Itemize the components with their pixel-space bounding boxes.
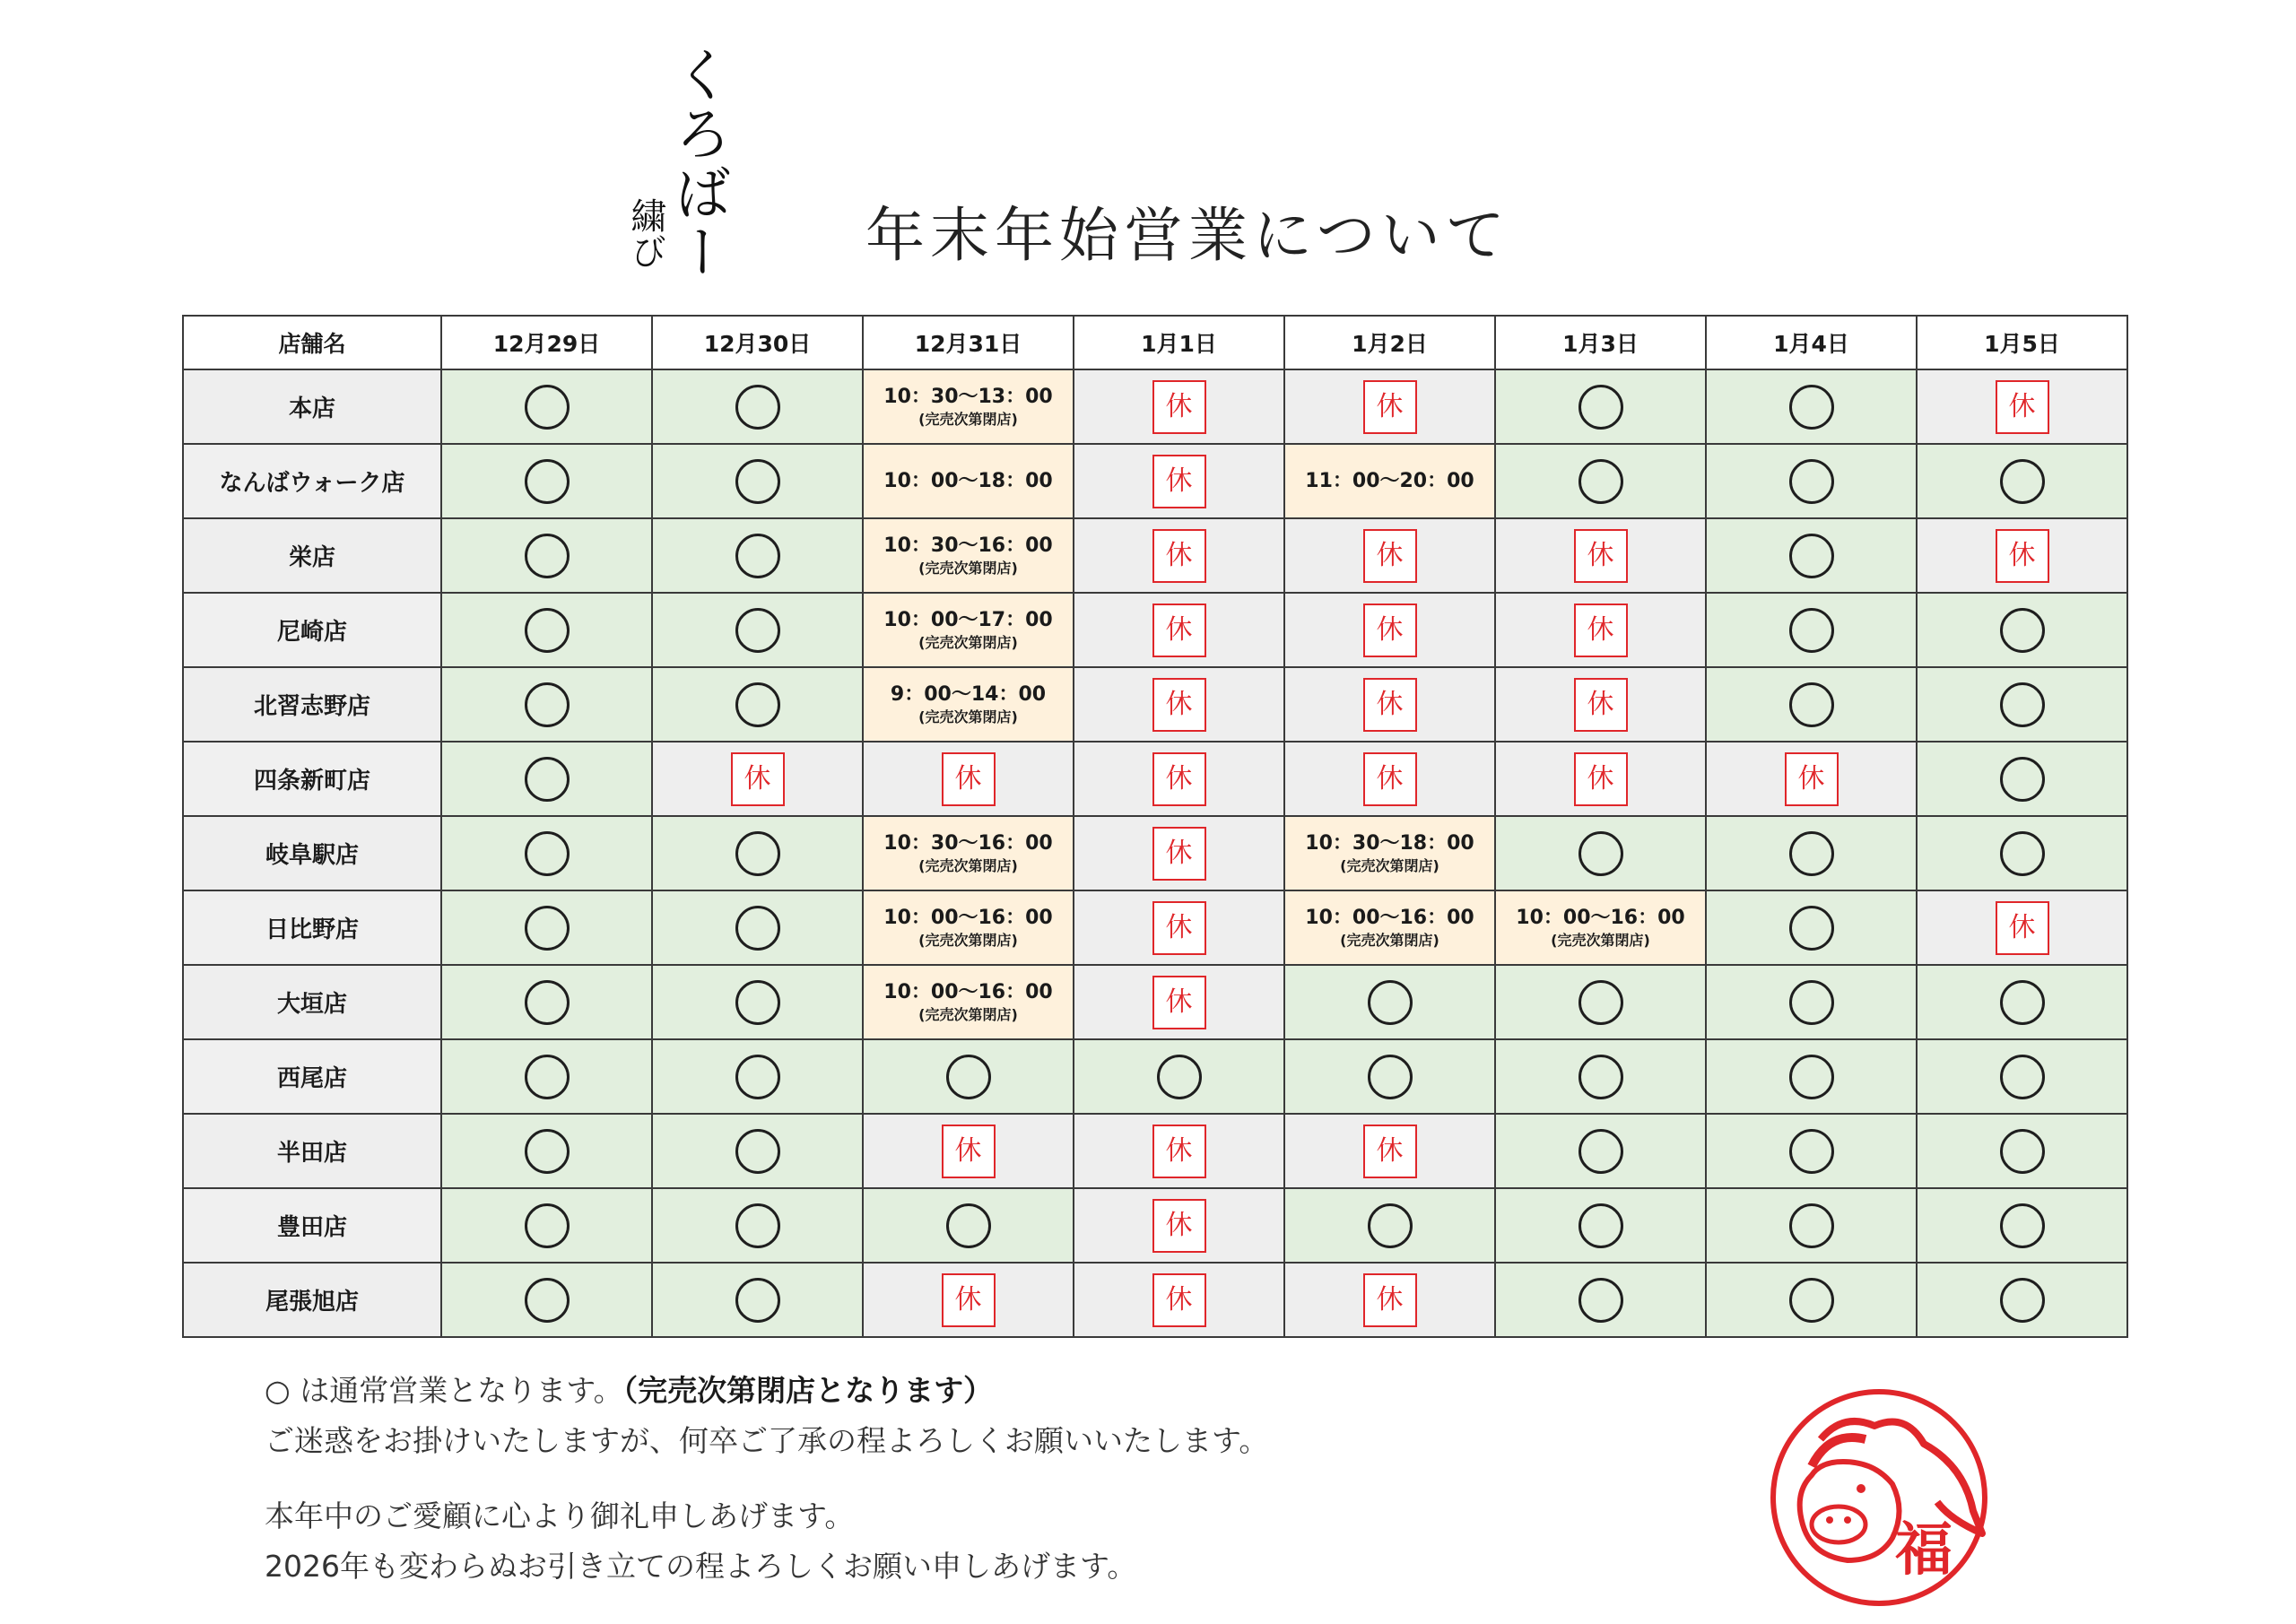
cell-open — [652, 1114, 863, 1188]
store-name: 栄店 — [183, 518, 441, 593]
open-circle-icon — [525, 1203, 570, 1248]
cell-closed — [1074, 890, 1284, 965]
store-name: 西尾店 — [183, 1039, 441, 1114]
cell-closed — [1074, 369, 1284, 444]
note-new-year: 2026年も変わらぬお引き立ての程よろしくお願い申しあげます。 — [265, 1549, 1137, 1584]
cell-open — [1284, 1039, 1495, 1114]
cell-open — [1706, 444, 1917, 518]
cell-closed — [1074, 1188, 1284, 1263]
cell-closed — [1495, 667, 1706, 742]
hours-note: (完売次第閉店) — [918, 559, 1018, 577]
closed-badge: 休 — [731, 752, 785, 806]
cell-open — [652, 890, 863, 965]
open-circle-icon — [525, 682, 570, 727]
open-circle-icon — [2000, 1203, 2045, 1248]
closed-badge: 休 — [1152, 678, 1206, 732]
cell-open — [1495, 1263, 1706, 1337]
closed-badge: 休 — [1152, 901, 1206, 955]
note-legend-strong: （完売次第閉店となります） — [622, 1373, 994, 1408]
table-row — [183, 518, 2127, 593]
cell-open — [1706, 1114, 1917, 1188]
open-circle-icon — [735, 980, 780, 1025]
store-name: なんばウォーク店 — [183, 444, 441, 518]
cell-hours — [863, 444, 1074, 518]
closed-badge: 休 — [1574, 604, 1628, 657]
cell-open — [1495, 369, 1706, 444]
open-circle-icon — [1578, 1055, 1623, 1099]
store-name: 日比野店 — [183, 890, 441, 965]
cell-closed — [1284, 369, 1495, 444]
cell-closed — [863, 1114, 1074, 1188]
cell-open — [1706, 1039, 1917, 1114]
cell-closed — [1074, 965, 1284, 1039]
cell-open — [652, 593, 863, 667]
cell-closed — [1917, 369, 2127, 444]
cell-hours — [1284, 444, 1495, 518]
cell-open — [441, 1039, 652, 1114]
open-circle-icon — [1578, 831, 1623, 876]
table-row — [183, 444, 2127, 518]
note-legend — [265, 1368, 993, 1410]
holiday-schedule-table — [182, 315, 2128, 1338]
hours-note: (完売次第閉店) — [1340, 856, 1439, 874]
table-row — [183, 1114, 2127, 1188]
cell-closed — [1284, 593, 1495, 667]
closed-badge: 休 — [1152, 455, 1206, 508]
open-circle-icon — [1368, 1203, 1413, 1248]
cell-open — [1284, 965, 1495, 1039]
closed-badge: 休 — [1363, 1273, 1417, 1327]
cell-hours — [863, 593, 1074, 667]
open-circle-icon — [735, 608, 780, 653]
store-name: 半田店 — [183, 1114, 441, 1188]
open-circle-icon — [2000, 1129, 2045, 1174]
table-header-row — [183, 316, 2127, 369]
cell-open — [1495, 965, 1706, 1039]
page-title: 年末年始営業について — [865, 201, 1510, 271]
header-date: 12月29日 — [441, 316, 652, 369]
cell-closed — [1284, 742, 1495, 816]
header-date: 1月3日 — [1495, 316, 1706, 369]
closed-badge: 休 — [1574, 529, 1628, 583]
cell-closed — [1495, 518, 1706, 593]
cell-open — [1917, 1039, 2127, 1114]
table-row — [183, 965, 2127, 1039]
open-circle-icon — [2000, 1055, 2045, 1099]
cell-open — [652, 667, 863, 742]
hours-note: (完売次第閉店) — [1551, 931, 1650, 949]
open-circle-icon — [1789, 608, 1834, 653]
note-legend-text: ○ は通常営業となります。 — [265, 1373, 623, 1408]
cell-open — [441, 667, 652, 742]
hours-text: 11：00〜20：00 — [1305, 469, 1474, 492]
cell-hours — [863, 816, 1074, 890]
cell-open — [1917, 1263, 2127, 1337]
table-row — [183, 1039, 2127, 1114]
cell-closed — [1706, 742, 1917, 816]
open-circle-icon — [1789, 1203, 1834, 1248]
cell-open — [1706, 667, 1917, 742]
cell-open — [441, 816, 652, 890]
open-circle-icon — [735, 1278, 780, 1323]
open-circle-icon — [525, 980, 570, 1025]
open-circle-icon — [946, 1055, 991, 1099]
open-circle-icon — [735, 534, 780, 578]
open-circle-icon — [735, 906, 780, 951]
hours-text: 10：30〜13：00 — [883, 385, 1053, 408]
open-circle-icon — [1789, 385, 1834, 430]
cell-open — [441, 444, 652, 518]
open-circle-icon — [1789, 534, 1834, 578]
closed-badge: 休 — [942, 1273, 996, 1327]
open-circle-icon — [735, 1203, 780, 1248]
cell-hours — [1284, 816, 1495, 890]
cell-open — [441, 965, 652, 1039]
cell-open — [441, 369, 652, 444]
closed-badge: 休 — [1996, 380, 2049, 434]
hours-note: (完売次第閉店) — [918, 856, 1018, 874]
open-circle-icon — [1789, 1278, 1834, 1323]
cell-open — [441, 742, 652, 816]
cell-open — [1917, 1114, 2127, 1188]
cell-closed — [1074, 742, 1284, 816]
open-circle-icon — [735, 385, 780, 430]
store-name: 四条新町店 — [183, 742, 441, 816]
open-circle-icon — [735, 682, 780, 727]
cell-open — [652, 816, 863, 890]
cell-closed — [1917, 890, 2127, 965]
header-date: 1月1日 — [1074, 316, 1284, 369]
open-circle-icon — [1578, 1129, 1623, 1174]
open-circle-icon — [1789, 459, 1834, 504]
cell-closed — [863, 1263, 1074, 1337]
hours-note: (完売次第閉店) — [918, 410, 1018, 428]
store-name: 本店 — [183, 369, 441, 444]
hours-text: 10：00〜16：00 — [1516, 906, 1685, 929]
open-circle-icon — [525, 1278, 570, 1323]
hours-text: 10：00〜16：00 — [883, 906, 1053, 929]
cell-open — [1917, 1188, 2127, 1263]
cell-closed — [1284, 1263, 1495, 1337]
cell-hours — [1284, 890, 1495, 965]
store-name: 北習志野店 — [183, 667, 441, 742]
hours-note: (完売次第閉店) — [918, 931, 1018, 949]
closed-badge: 休 — [1363, 752, 1417, 806]
table-body — [183, 369, 2127, 1337]
open-circle-icon — [2000, 608, 2045, 653]
table-row — [183, 742, 2127, 816]
cell-hours — [863, 890, 1074, 965]
open-circle-icon — [1789, 906, 1834, 951]
logo-subtext: 繍び — [625, 197, 666, 269]
cell-open — [1706, 890, 1917, 965]
cell-open — [1917, 593, 2127, 667]
cell-open — [1706, 1188, 1917, 1263]
closed-badge: 休 — [1996, 529, 2049, 583]
hours-text: 10：00〜16：00 — [1305, 906, 1474, 929]
closed-badge: 休 — [1152, 1273, 1206, 1327]
open-circle-icon — [525, 385, 570, 430]
store-name: 大垣店 — [183, 965, 441, 1039]
open-circle-icon — [946, 1203, 991, 1248]
closed-badge: 休 — [1152, 1125, 1206, 1178]
open-circle-icon — [2000, 1278, 2045, 1323]
cell-open — [1917, 816, 2127, 890]
cell-closed — [1917, 518, 2127, 593]
header-date: 1月2日 — [1284, 316, 1495, 369]
cell-closed — [1074, 1263, 1284, 1337]
closed-badge: 休 — [1574, 752, 1628, 806]
table-row — [183, 593, 2127, 667]
header-date: 1月4日 — [1706, 316, 1917, 369]
open-circle-icon — [2000, 980, 2045, 1025]
cell-closed — [1074, 593, 1284, 667]
table-row — [183, 1263, 2127, 1337]
cell-hours — [863, 369, 1074, 444]
header-date: 1月5日 — [1917, 316, 2127, 369]
closed-badge: 休 — [1152, 976, 1206, 1029]
closed-badge: 休 — [1152, 827, 1206, 881]
table-row — [183, 667, 2127, 742]
cell-closed — [652, 742, 863, 816]
open-circle-icon — [525, 459, 570, 504]
cell-open — [863, 1039, 1074, 1114]
open-circle-icon — [525, 831, 570, 876]
closed-badge: 休 — [1363, 529, 1417, 583]
closed-badge: 休 — [1152, 752, 1206, 806]
open-circle-icon — [525, 608, 570, 653]
closed-badge: 休 — [1996, 901, 2049, 955]
note-apology: ご迷惑をお掛けいたしますが、何卒ご了承の程よろしくお願いいたします。 — [265, 1423, 1269, 1458]
cell-open — [1917, 667, 2127, 742]
closed-badge: 休 — [1152, 604, 1206, 657]
cell-open — [1917, 965, 2127, 1039]
cell-closed — [1074, 518, 1284, 593]
header-date: 12月30日 — [652, 316, 863, 369]
cell-open — [1495, 1039, 1706, 1114]
header-date: 12月31日 — [863, 316, 1074, 369]
open-circle-icon — [525, 1129, 570, 1174]
open-circle-icon — [2000, 682, 2045, 727]
cell-closed — [1495, 742, 1706, 816]
cell-open — [1706, 965, 1917, 1039]
open-circle-icon — [1789, 682, 1834, 727]
hours-note: (完売次第閉店) — [918, 708, 1018, 725]
open-circle-icon — [525, 534, 570, 578]
cell-closed — [1284, 518, 1495, 593]
cell-open — [1495, 444, 1706, 518]
closed-badge: 休 — [942, 752, 996, 806]
cell-open — [441, 518, 652, 593]
cell-hours — [863, 965, 1074, 1039]
cell-closed — [1074, 444, 1284, 518]
cell-hours — [1495, 890, 1706, 965]
cell-open — [652, 965, 863, 1039]
open-circle-icon — [1578, 459, 1623, 504]
closed-badge: 休 — [1785, 752, 1839, 806]
open-circle-icon — [1789, 980, 1834, 1025]
open-circle-icon — [735, 459, 780, 504]
store-name: 岐阜駅店 — [183, 816, 441, 890]
cell-closed — [1074, 1114, 1284, 1188]
cell-open — [863, 1188, 1074, 1263]
cell-open — [652, 1039, 863, 1114]
cell-open — [1495, 1114, 1706, 1188]
cell-closed — [863, 742, 1074, 816]
cell-closed — [1074, 816, 1284, 890]
open-circle-icon — [735, 831, 780, 876]
cell-open — [652, 518, 863, 593]
cell-open — [1917, 444, 2127, 518]
cell-open — [441, 1188, 652, 1263]
stamp-label: 福 — [1895, 1517, 1952, 1584]
open-circle-icon — [735, 1129, 780, 1174]
brand-logo — [619, 45, 753, 296]
cell-closed — [1074, 667, 1284, 742]
table-row — [183, 1188, 2127, 1263]
hours-text: 10：00〜16：00 — [883, 980, 1053, 1003]
open-circle-icon — [1578, 385, 1623, 430]
open-circle-icon — [2000, 459, 2045, 504]
closed-badge: 休 — [1363, 678, 1417, 732]
closed-badge: 休 — [1152, 529, 1206, 583]
cell-hours — [863, 667, 1074, 742]
open-circle-icon — [1789, 1055, 1834, 1099]
hours-note: (完売次第閉店) — [1340, 931, 1439, 949]
cell-open — [1284, 1188, 1495, 1263]
open-circle-icon — [2000, 757, 2045, 802]
cell-open — [1706, 518, 1917, 593]
hours-note: (完売次第閉店) — [918, 1005, 1018, 1023]
hours-note: (完売次第閉店) — [918, 633, 1018, 651]
table-row — [183, 890, 2127, 965]
cell-closed — [1284, 1114, 1495, 1188]
open-circle-icon — [1578, 1278, 1623, 1323]
cell-open — [1917, 742, 2127, 816]
hours-text: 10：30〜16：00 — [883, 534, 1053, 557]
open-circle-icon — [525, 1055, 570, 1099]
cell-open — [441, 593, 652, 667]
closed-badge: 休 — [1363, 604, 1417, 657]
store-name: 尼崎店 — [183, 593, 441, 667]
closed-badge: 休 — [1152, 380, 1206, 434]
store-name: 豊田店 — [183, 1188, 441, 1263]
hours-text: 9：00〜14：00 — [890, 682, 1047, 706]
cell-open — [1706, 816, 1917, 890]
hours-text: 10：30〜18：00 — [1305, 831, 1474, 855]
open-circle-icon — [1789, 1129, 1834, 1174]
closed-badge: 休 — [1363, 1125, 1417, 1178]
cell-open — [1706, 1263, 1917, 1337]
cell-open — [1495, 1188, 1706, 1263]
open-circle-icon — [525, 757, 570, 802]
open-circle-icon — [1789, 831, 1834, 876]
lucky-horse-stamp-icon — [1758, 1376, 2000, 1619]
closed-badge: 休 — [1152, 1199, 1206, 1253]
open-circle-icon — [1368, 1055, 1413, 1099]
logo-wordmark: くろばー — [665, 45, 731, 282]
cell-open — [652, 1188, 863, 1263]
closed-badge: 休 — [942, 1125, 996, 1178]
open-circle-icon — [1368, 980, 1413, 1025]
cell-open — [441, 1114, 652, 1188]
open-circle-icon — [1578, 980, 1623, 1025]
table-row — [183, 816, 2127, 890]
open-circle-icon — [1157, 1055, 1202, 1099]
cell-closed — [1495, 593, 1706, 667]
cell-open — [441, 1263, 652, 1337]
cell-open — [1706, 369, 1917, 444]
closed-badge: 休 — [1574, 678, 1628, 732]
closed-badge: 休 — [1363, 380, 1417, 434]
cell-open — [652, 1263, 863, 1337]
note-thanks: 本年中のご愛顧に心より御礼申しあげます。 — [265, 1498, 855, 1533]
table-row — [183, 369, 2127, 444]
cell-hours — [863, 518, 1074, 593]
hours-text: 10：00〜18：00 — [883, 469, 1053, 492]
open-circle-icon — [2000, 831, 2045, 876]
hours-text: 10：30〜16：00 — [883, 831, 1053, 855]
open-circle-icon — [525, 906, 570, 951]
cell-open — [1706, 593, 1917, 667]
cell-open — [1495, 816, 1706, 890]
cell-open — [652, 444, 863, 518]
open-circle-icon — [735, 1055, 780, 1099]
open-circle-icon — [1578, 1203, 1623, 1248]
hours-text: 10：00〜17：00 — [883, 608, 1053, 631]
cell-closed — [1284, 667, 1495, 742]
cell-open — [1074, 1039, 1284, 1114]
cell-open — [441, 890, 652, 965]
store-name: 尾張旭店 — [183, 1263, 441, 1337]
cell-open — [652, 369, 863, 444]
header-store-name: 店舗名 — [183, 316, 441, 369]
